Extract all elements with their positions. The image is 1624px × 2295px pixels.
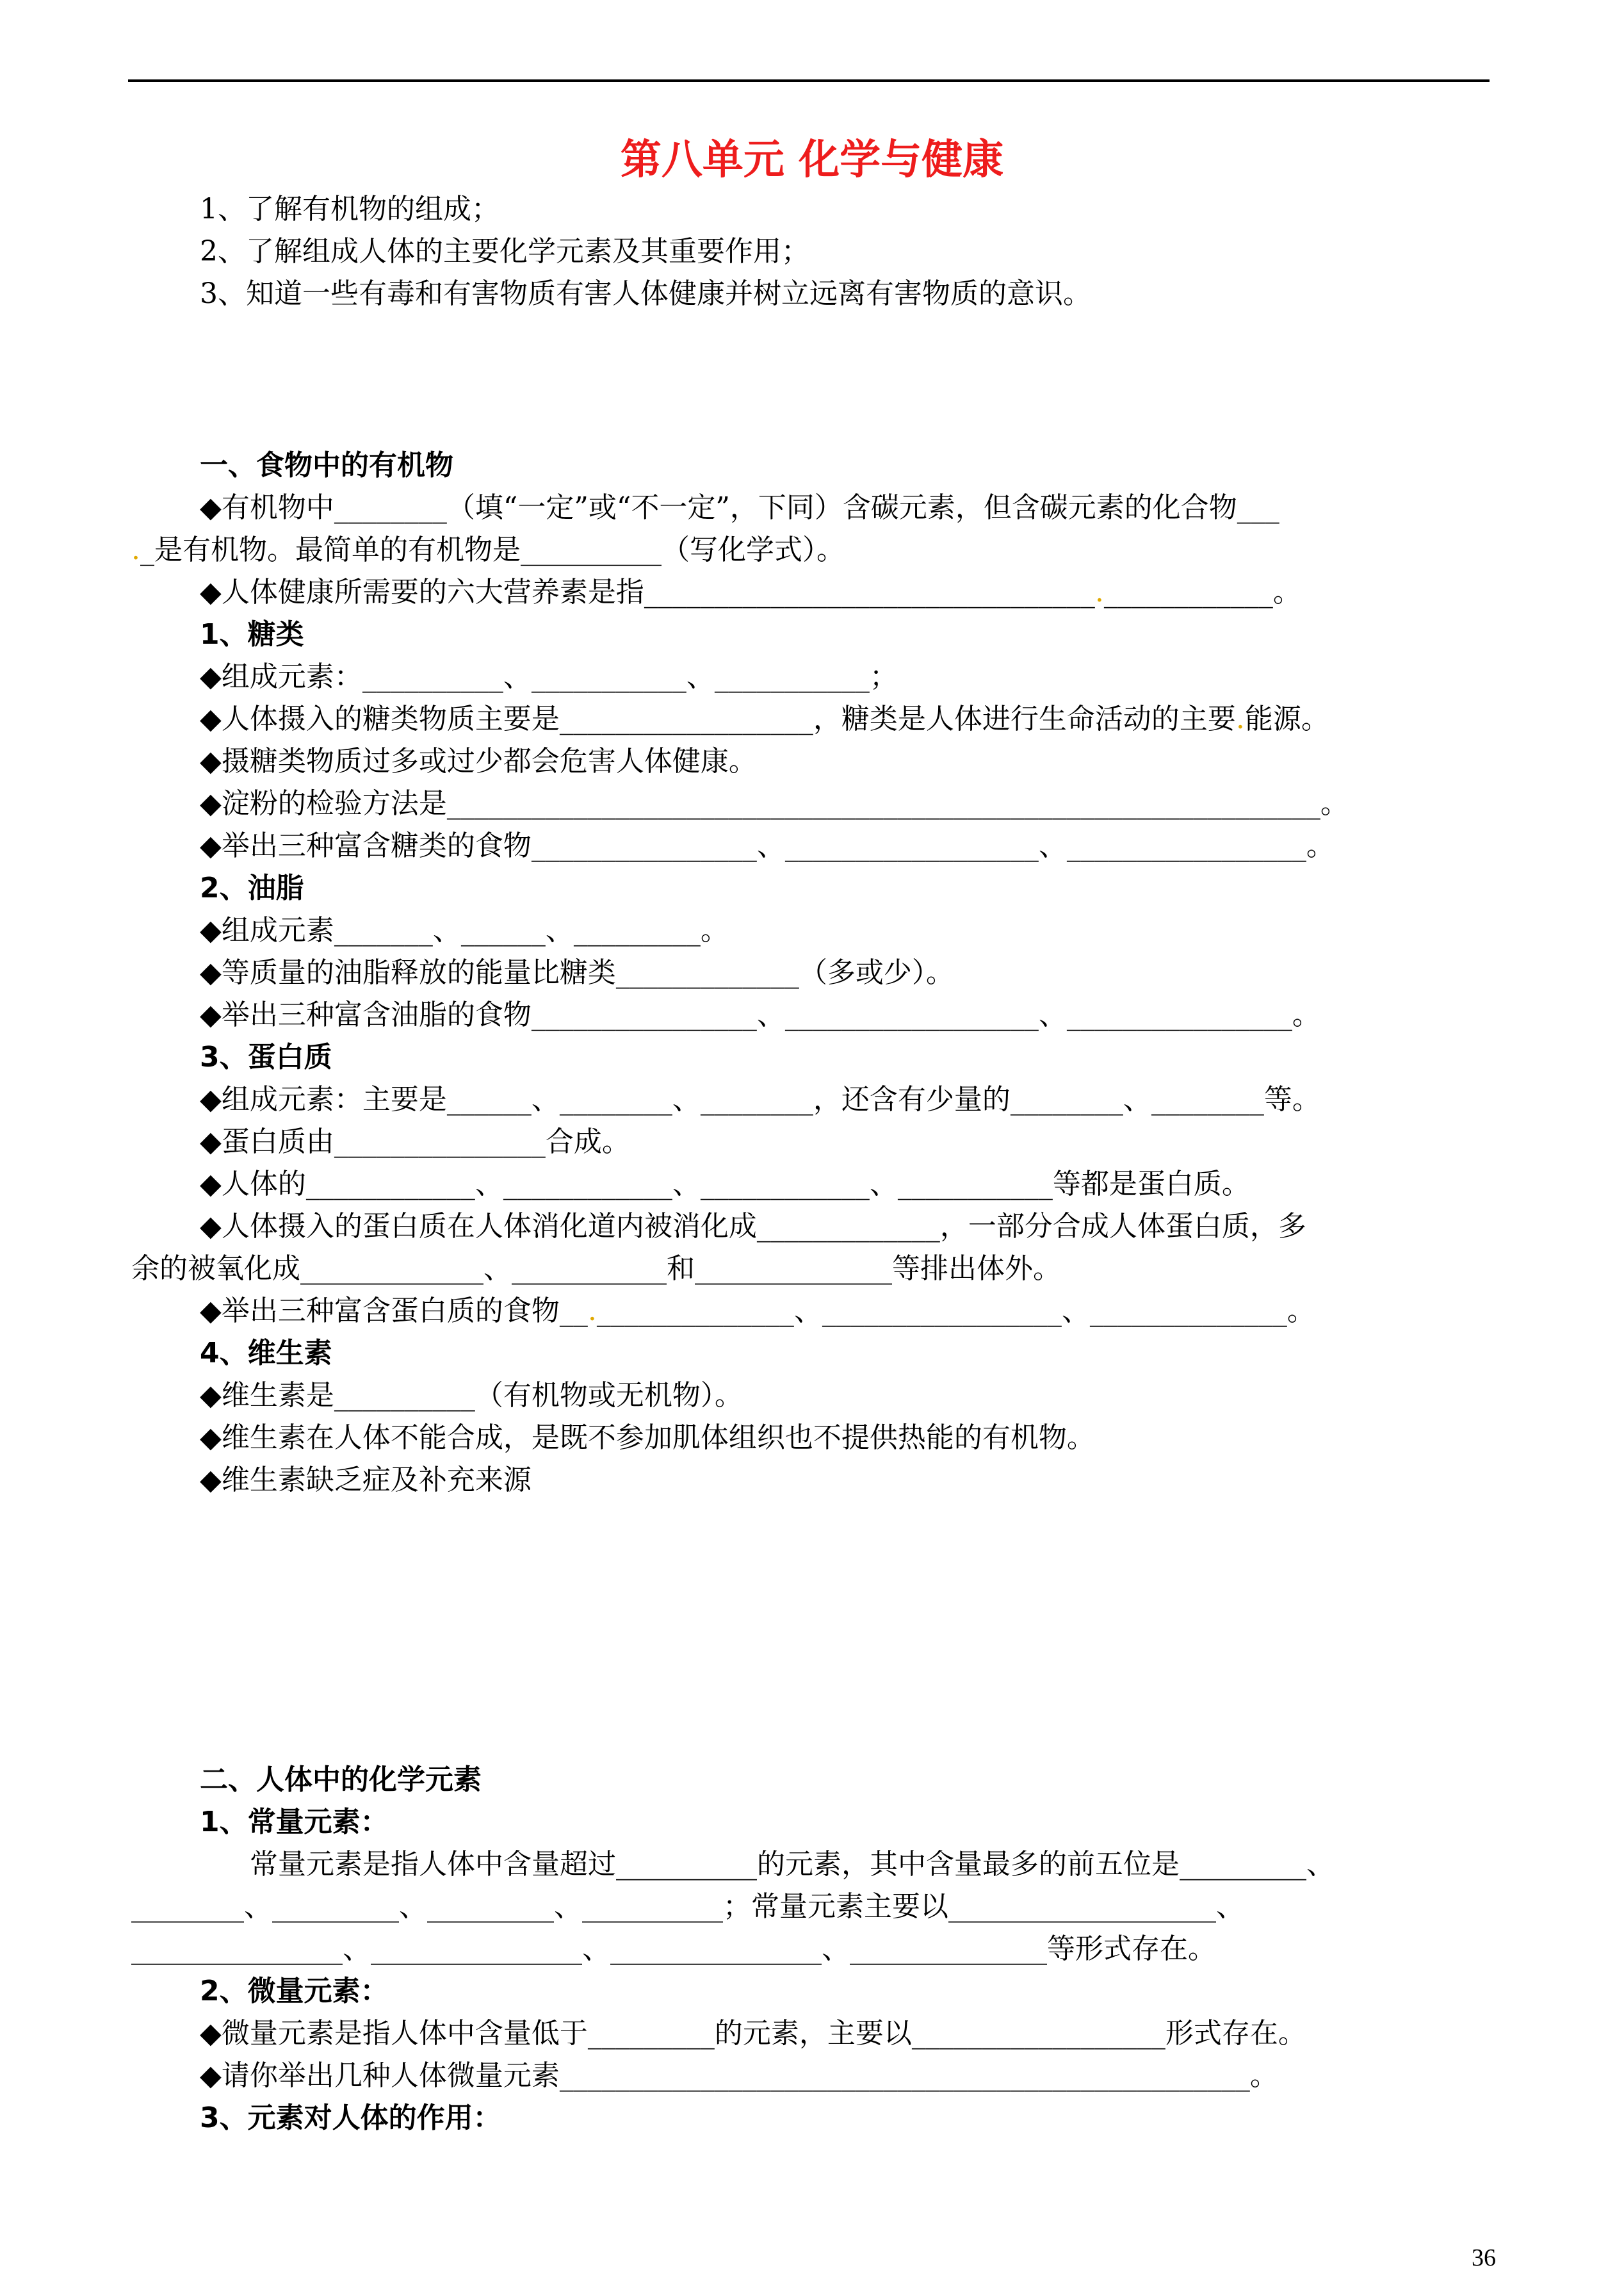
trace-line1: ◆微量元素是指人体中含量低于_________的元素，主要以__________________形式存在。	[200, 2017, 1306, 2050]
macro-heading: 1、常量元素：	[200, 1806, 389, 1838]
section2-heading: 二、人体中的化学元素	[200, 1763, 482, 1796]
trace-line2: ◆请你举出几种人体微量元素_________________________________________________。	[200, 2059, 1278, 2092]
section1-line1: ◆有机物中________（填“一定”或“不一定”，下同）含碳元素，但含碳元素的化合物___	[200, 491, 1279, 524]
macro-line1: 常量元素是指人体中含量超过__________的元素，其中含量最多的前五位是_________、	[250, 1848, 1335, 1881]
sugar-line4: ◆淀粉的检验方法是______________________________________________________________。	[200, 787, 1349, 820]
annotation-dot: .	[1235, 703, 1245, 735]
sugar-line1: ◆组成元素：__________、___________、___________；	[200, 660, 898, 693]
vitamin-line3: ◆维生素缺乏症及补充来源	[200, 1464, 532, 1496]
macro-line3: _______________、_______________、_______________、______________等形式存在。	[131, 1932, 1216, 1965]
header-rule	[128, 79, 1490, 82]
fat-line3: ◆举出三种富含油脂的食物________________、__________________、________________。	[200, 999, 1320, 1031]
page-title: 第八单元 化学与健康	[620, 136, 1004, 184]
sugar-line5: ◆举出三种富含糖类的食物________________、__________________、_________________。	[200, 829, 1335, 862]
protein-line5: 余的被氧化成_____________、___________和______________等排出体外。	[131, 1252, 1061, 1285]
protein-line3: ◆人体的____________、____________、____________、___________等都是蛋白质。	[200, 1168, 1250, 1200]
fat-line2: ◆等质量的油脂释放的能量比糖类_____________（多或少）。	[200, 956, 954, 989]
fat-heading: 2、油脂	[200, 872, 304, 904]
annotation-dot: .	[131, 534, 140, 566]
protein-line2: ◆蛋白质由_______________合成。	[200, 1125, 630, 1158]
objective-2: 2、了解组成人体的主要化学元素及其重要作用；	[200, 235, 809, 268]
role-heading: 3、元素对人体的作用：	[200, 2102, 501, 2134]
sugar-line3: ◆摄糖类物质过多或过少都会危害人体健康。	[200, 745, 757, 778]
macro-line2: ________、_________、_________、__________；常量元素主要以___________________、	[131, 1890, 1244, 1923]
annotation-dot: .	[1094, 576, 1104, 608]
objective-3: 3、知道一些有毒和有害物质有害人体健康并树立远离有害物质的意识。	[200, 277, 1091, 310]
fat-line1: ◆组成元素_______、______、_________。	[200, 914, 729, 947]
sugar-line2: ◆人体摄入的糖类物质主要是__________________，糖类是人体进行生命活动的主要.能源。	[200, 703, 1329, 735]
protein-line6: ◆举出三种富含蛋白质的食物__.______________、_________________、______________。	[200, 1295, 1315, 1327]
sugar-heading: 1、糖类	[200, 618, 304, 651]
objective-1: 1、了解有机物的组成；	[200, 193, 499, 225]
section1-line2: ._是有机物。最简单的有机物是__________（写化学式）。	[131, 534, 845, 566]
page-number: 36	[1472, 2244, 1496, 2271]
section1-line3: ◆人体健康所需要的六大营养素是指________________________________.____________。	[200, 576, 1301, 608]
section1-heading: 一、食物中的有机物	[200, 449, 453, 482]
annotation-dot: .	[587, 1295, 597, 1327]
vitamin-line1: ◆维生素是__________（有机物或无机物）。	[200, 1379, 743, 1412]
protein-line4: ◆人体摄入的蛋白质在人体消化道内被消化成_____________，一部分合成人体蛋白质，多	[200, 1210, 1306, 1243]
trace-heading: 2、微量元素：	[200, 1975, 389, 2007]
vitamin-heading: 4、维生素	[200, 1337, 332, 1369]
protein-heading: 3、蛋白质	[200, 1041, 332, 1074]
vitamin-line2: ◆维生素在人体不能合成，是既不参加肌体组织也不提供热能的有机物。	[200, 1421, 1095, 1454]
protein-line1: ◆组成元素：主要是______、________、________，还含有少量的________、________等。	[200, 1083, 1320, 1116]
